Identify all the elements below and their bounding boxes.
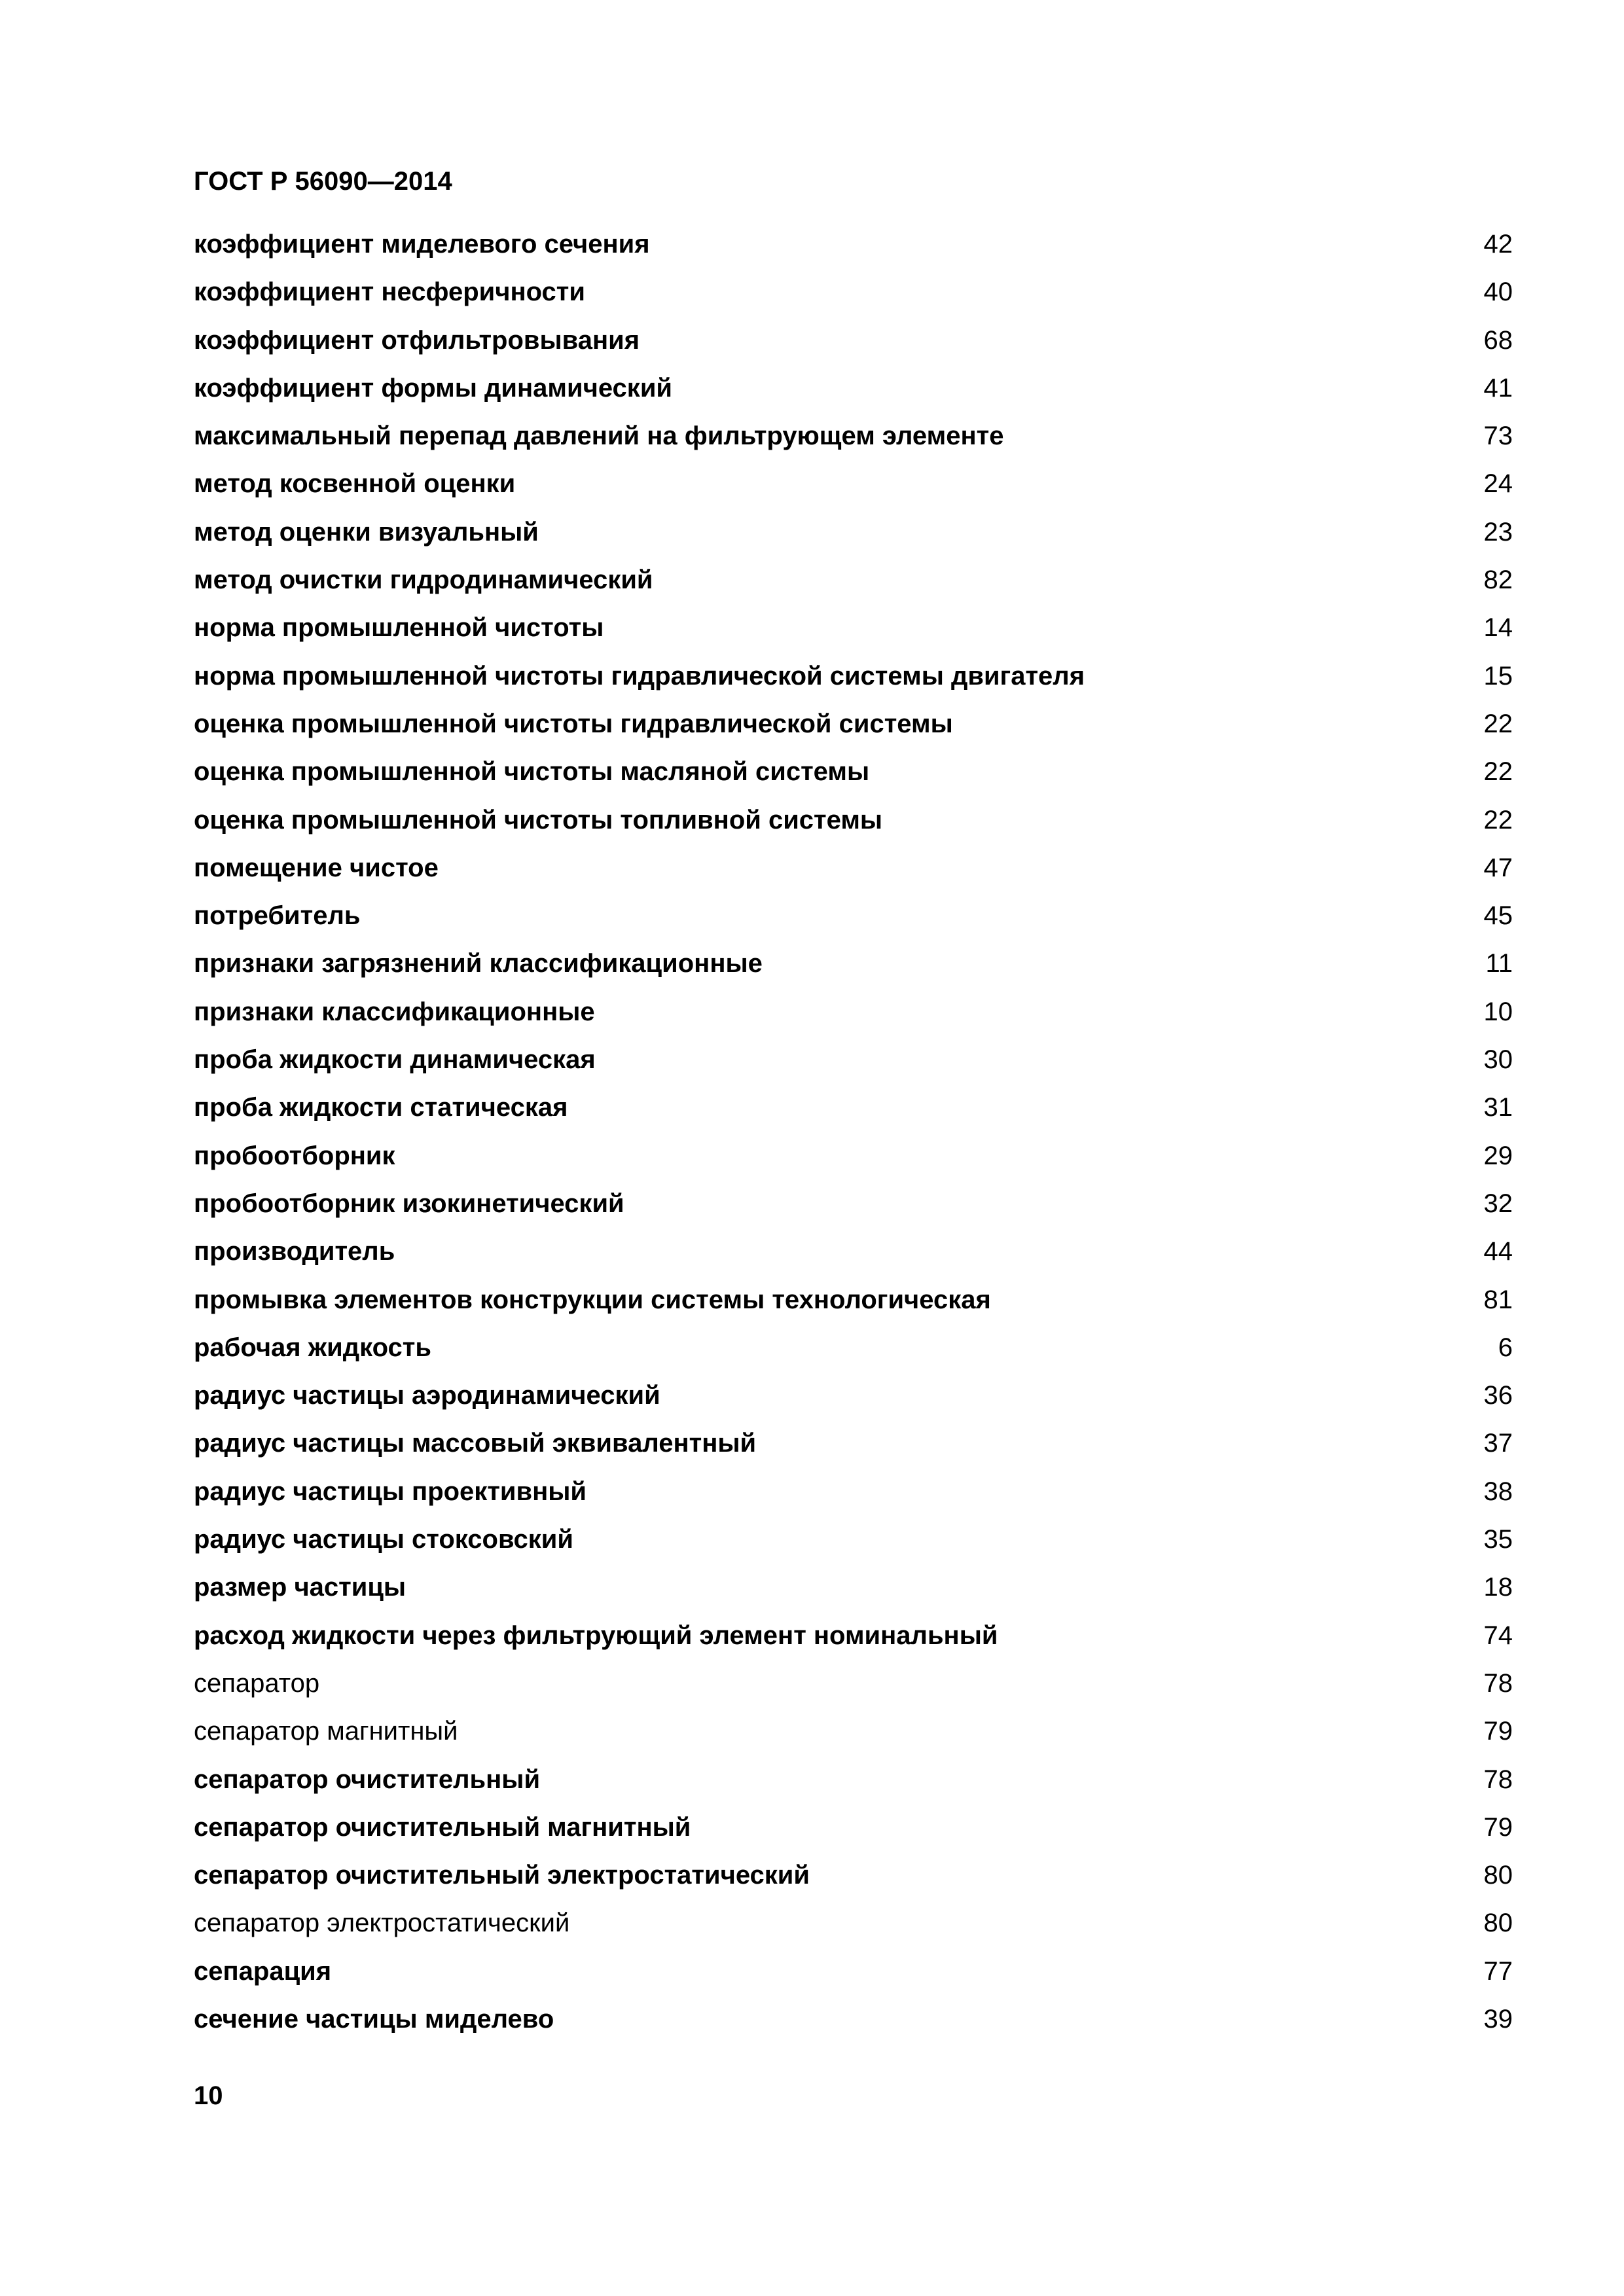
- index-entry: [194, 268, 1513, 316]
- index-term-number: 74: [1483, 1621, 1513, 1650]
- index-term: признаки классификационные: [194, 997, 595, 1026]
- index-term: радиус частицы проективный: [194, 1477, 586, 1506]
- index-term: норма промышленной чистоты гидравлической системы двигателя: [194, 661, 1085, 691]
- index-term-number: 78: [1483, 1765, 1513, 1794]
- index-term-number: 31: [1483, 1093, 1513, 1122]
- index-entry: [194, 1804, 1513, 1852]
- index-term-number: 81: [1483, 1285, 1513, 1314]
- index-term: радиус частицы аэродинамический: [194, 1381, 660, 1410]
- index-term: промывка элементов конструкции системы технологическая: [194, 1285, 991, 1314]
- index-term: норма промышленной чистоты: [194, 613, 604, 643]
- index-term: оценка промышленной чистоты топливной системы: [194, 805, 883, 834]
- index-entry: [194, 844, 1513, 892]
- index-entry: [194, 365, 1513, 412]
- index-entry: [194, 1324, 1513, 1372]
- index-term: расход жидкости через фильтрующий элемент номинальный: [194, 1621, 998, 1650]
- index-entry: [194, 1228, 1513, 1276]
- index-entry: [194, 653, 1513, 700]
- index-term-number: 41: [1483, 373, 1513, 403]
- index-term-number: 80: [1483, 1861, 1513, 1890]
- index-entry: [194, 1708, 1513, 1755]
- term-index-list: [194, 221, 1513, 2043]
- index-entry: [194, 1372, 1513, 1420]
- index-entry: [194, 1132, 1513, 1180]
- index-term-number: 22: [1483, 709, 1513, 738]
- index-term-number: 42: [1483, 230, 1513, 259]
- index-term-number: 14: [1483, 613, 1513, 643]
- index-term: сепаратор очистительный магнитный: [194, 1812, 691, 1842]
- index-term: потребитель: [194, 901, 361, 931]
- index-term: пробоотборник изокинетический: [194, 1189, 624, 1218]
- index-entry: [194, 1564, 1513, 1611]
- index-term-number: 39: [1483, 2004, 1513, 2034]
- index-term: сепарация: [194, 1956, 332, 1986]
- index-term-number: 73: [1483, 422, 1513, 451]
- index-entry: [194, 1420, 1513, 1467]
- index-term: сепаратор магнитный: [194, 1717, 458, 1746]
- index-entry: [194, 1036, 1513, 1084]
- index-term: коэффициент несферичности: [194, 278, 585, 307]
- index-entry: [194, 1516, 1513, 1564]
- index-entry: [194, 556, 1513, 604]
- index-term-number: 44: [1483, 1237, 1513, 1266]
- index-term-number: 68: [1483, 325, 1513, 355]
- index-entry: [194, 1852, 1513, 1899]
- index-term: рабочая жидкость: [194, 1333, 431, 1362]
- index-entry: [194, 317, 1513, 365]
- index-term: метод оценки визуальный: [194, 517, 539, 547]
- index-term-number: 24: [1483, 469, 1513, 499]
- index-term: размер частицы: [194, 1573, 406, 1602]
- index-entry: [194, 1899, 1513, 1947]
- index-entry: [194, 748, 1513, 796]
- index-entry: [194, 1468, 1513, 1516]
- index-entry: [194, 988, 1513, 1036]
- index-entry: [194, 1612, 1513, 1660]
- index-entry: [194, 1276, 1513, 1324]
- index-term: производитель: [194, 1237, 395, 1266]
- index-term-number: 82: [1483, 565, 1513, 595]
- index-term-number: 29: [1483, 1141, 1513, 1170]
- index-entry: [194, 1660, 1513, 1708]
- index-term-number: 38: [1483, 1477, 1513, 1506]
- index-term: проба жидкости статическая: [194, 1093, 568, 1122]
- index-term-number: 11: [1485, 949, 1513, 978]
- index-term: сечение частицы миделево: [194, 2004, 554, 2034]
- index-term-number: 10: [1483, 997, 1513, 1026]
- index-term-number: 15: [1483, 661, 1513, 691]
- index-entry: [194, 1084, 1513, 1132]
- index-term: пробоотборник: [194, 1141, 395, 1170]
- index-term-number: 77: [1483, 1956, 1513, 1986]
- index-term-number: 40: [1483, 278, 1513, 307]
- index-entry: [194, 940, 1513, 988]
- index-term: коэффициент отфильтровывания: [194, 325, 640, 355]
- index-entry: [194, 1996, 1513, 2043]
- index-term: коэффициент миделевого сечения: [194, 230, 650, 259]
- index-term: проба жидкости динамическая: [194, 1045, 596, 1075]
- index-term-number: 6: [1498, 1333, 1513, 1362]
- page-number: 10: [194, 2081, 223, 2110]
- index-term-number: 37: [1483, 1429, 1513, 1458]
- index-term: максимальный перепад давлений на фильтрующем элементе: [194, 422, 1004, 451]
- index-term-number: 79: [1483, 1717, 1513, 1746]
- index-term-number: 23: [1483, 517, 1513, 547]
- index-term: радиус частицы массовый эквивалентный: [194, 1429, 757, 1458]
- index-term-number: 36: [1483, 1381, 1513, 1410]
- index-entry: [194, 412, 1513, 460]
- index-entry: [194, 797, 1513, 844]
- index-term-number: 78: [1483, 1668, 1513, 1698]
- index-term: помещение чистое: [194, 853, 439, 882]
- index-term-number: 45: [1483, 901, 1513, 931]
- index-term-number: 79: [1483, 1812, 1513, 1842]
- index-term-number: 30: [1483, 1045, 1513, 1075]
- index-term-number: 35: [1483, 1525, 1513, 1554]
- index-term: оценка промышленной чистоты масляной системы: [194, 757, 870, 787]
- index-term-number: 22: [1483, 757, 1513, 787]
- index-term: сепаратор очистительный: [194, 1765, 541, 1794]
- index-term: сепаратор: [194, 1668, 320, 1698]
- index-entry: [194, 1180, 1513, 1228]
- index-term-number: 18: [1483, 1573, 1513, 1602]
- index-term: коэффициент формы динамический: [194, 373, 672, 403]
- index-entry: [194, 604, 1513, 652]
- index-entry: [194, 700, 1513, 748]
- index-term: метод косвенной оценки: [194, 469, 516, 499]
- index-term-number: 47: [1483, 853, 1513, 882]
- index-entry: [194, 221, 1513, 268]
- document-code: ГОСТ Р 56090—2014: [194, 167, 452, 196]
- index-term: метод очистки гидродинамический: [194, 565, 653, 595]
- index-entry: [194, 460, 1513, 508]
- index-entry: [194, 892, 1513, 940]
- index-term: оценка промышленной чистоты гидравлической системы: [194, 709, 953, 738]
- index-entry: [194, 1948, 1513, 1996]
- index-entry: [194, 1756, 1513, 1804]
- index-term: сепаратор очистительный электростатический: [194, 1861, 810, 1890]
- index-term: сепаратор электростатический: [194, 1909, 570, 1938]
- index-term: радиус частицы стоксовский: [194, 1525, 573, 1554]
- index-term-number: 22: [1483, 805, 1513, 834]
- index-term-number: 32: [1483, 1189, 1513, 1218]
- index-term-number: 80: [1483, 1909, 1513, 1938]
- index-entry: [194, 509, 1513, 556]
- index-term: признаки загрязнений классификационные: [194, 949, 763, 978]
